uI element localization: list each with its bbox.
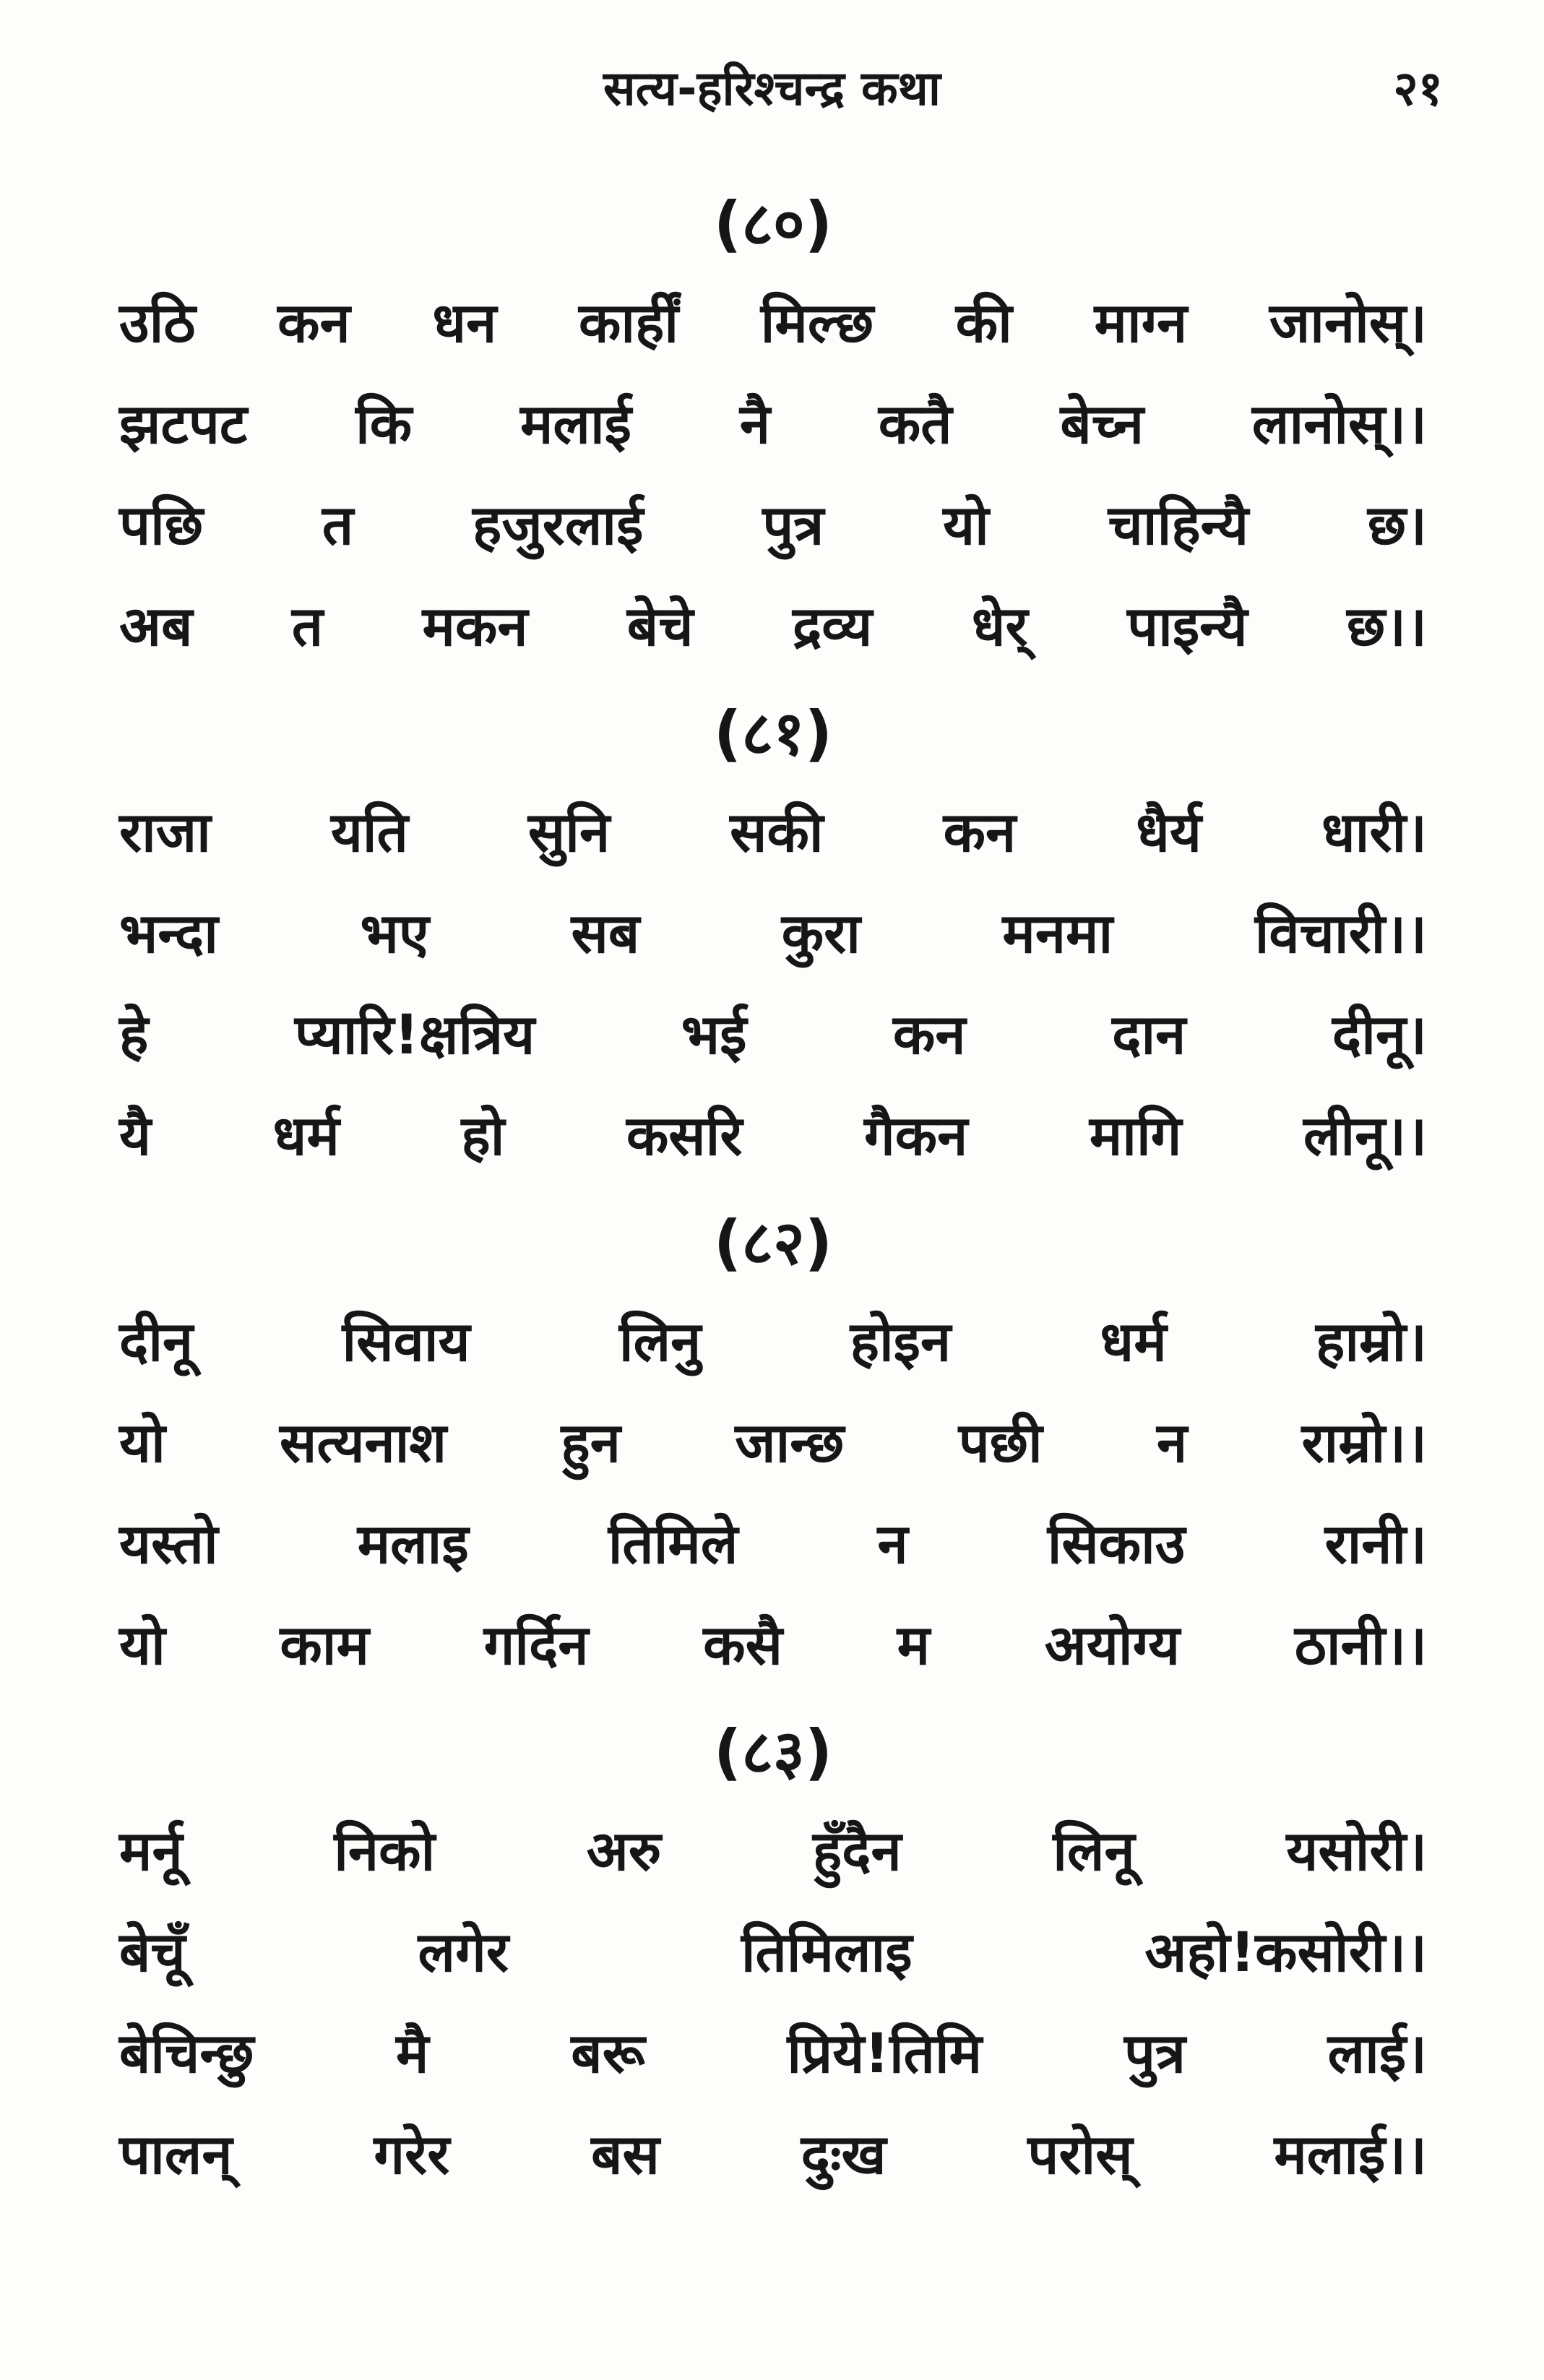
word: परोस् bbox=[1027, 2122, 1133, 2186]
word: झटपट bbox=[119, 392, 248, 456]
word: तिमिलाइ bbox=[741, 1920, 913, 1984]
word: कसरि bbox=[626, 1103, 743, 1168]
verse-line bbox=[119, 2104, 1427, 2205]
word: विचारी।। bbox=[1254, 901, 1427, 965]
word: मै bbox=[396, 2021, 429, 2085]
word: त bbox=[322, 493, 354, 557]
word: न bbox=[1157, 1410, 1188, 1475]
word: यो bbox=[119, 1613, 165, 1677]
word: सब bbox=[571, 901, 640, 965]
stanza-number: (८३) bbox=[713, 1717, 833, 1788]
word: सकी bbox=[730, 800, 824, 864]
stanza-80 bbox=[119, 184, 1427, 677]
word: नै bbox=[739, 392, 770, 456]
word: कन bbox=[893, 1002, 966, 1066]
page-number: २१ bbox=[1393, 61, 1443, 116]
word: गरेर bbox=[374, 2122, 450, 2186]
verse-line bbox=[119, 883, 1427, 984]
word: उठि bbox=[119, 290, 196, 355]
word: निको bbox=[334, 1819, 436, 1883]
word: प्यारि!क्षत्रिय bbox=[294, 1002, 535, 1066]
word: हुन bbox=[561, 1410, 621, 1475]
word: त bbox=[291, 594, 324, 658]
word: गर्दिन bbox=[483, 1613, 589, 1677]
word: भन्दा bbox=[119, 901, 218, 965]
word: यस्तो bbox=[119, 1512, 218, 1576]
stanza-83 bbox=[119, 1712, 1427, 2205]
word: राजा bbox=[119, 800, 211, 864]
word: अयोग्य bbox=[1044, 1613, 1181, 1677]
word: माग्न bbox=[1094, 290, 1188, 355]
word: लीनू।। bbox=[1303, 1103, 1427, 1168]
word: हजुरलाई bbox=[473, 493, 644, 557]
word: लिनु bbox=[618, 1309, 702, 1374]
word: कार्हीं bbox=[578, 290, 679, 355]
verse-line bbox=[119, 475, 1427, 576]
word: पछि bbox=[119, 493, 204, 557]
word: प्रिये!तिमि bbox=[787, 2021, 983, 2085]
word: सत्यनाश bbox=[280, 1410, 447, 1475]
stanza-number: (८२) bbox=[713, 1207, 833, 1278]
word: दान bbox=[1112, 1002, 1186, 1066]
word: अहो!कसोरी।। bbox=[1144, 1920, 1427, 1984]
word: तिमिले bbox=[608, 1512, 738, 1576]
word: लाई। bbox=[1327, 2021, 1427, 2085]
verse-line bbox=[119, 1902, 1427, 2003]
word: कतै bbox=[878, 392, 952, 456]
verse-line bbox=[119, 1392, 1427, 1493]
word: पछी bbox=[958, 1410, 1043, 1475]
word: कि bbox=[355, 392, 413, 456]
word: राम्रो।। bbox=[1301, 1410, 1427, 1475]
word: यै bbox=[119, 1103, 152, 1168]
verse-line bbox=[119, 782, 1427, 883]
word: मागि bbox=[1089, 1103, 1182, 1168]
word: सिवाय bbox=[342, 1309, 470, 1374]
word: पालन् bbox=[119, 2122, 233, 2186]
word: मकन bbox=[422, 594, 528, 658]
word: धैर्य bbox=[1136, 800, 1202, 864]
word: लिनू bbox=[1053, 1819, 1135, 1883]
verse-line bbox=[119, 576, 1427, 677]
word: चाहिन्यै bbox=[1108, 493, 1249, 557]
word: यति bbox=[330, 800, 408, 864]
word: धर्म bbox=[1100, 1309, 1167, 1374]
word: लगेर bbox=[418, 1920, 509, 1984]
word: अब bbox=[119, 594, 193, 658]
word: हो bbox=[461, 1103, 505, 1168]
word: हे bbox=[119, 1002, 149, 1066]
verse-line bbox=[119, 374, 1427, 475]
verse-line bbox=[119, 2003, 1427, 2104]
word: दुःख bbox=[801, 2122, 887, 2186]
word: बेचूँ bbox=[119, 1920, 186, 1984]
stanza-number: (८१) bbox=[713, 698, 833, 769]
word: सिकाउ bbox=[1047, 1512, 1186, 1576]
verse-line bbox=[119, 984, 1427, 1085]
word: धर्म bbox=[272, 1103, 340, 1168]
word: भए bbox=[360, 901, 429, 965]
running-head bbox=[0, 56, 1544, 121]
word: काम bbox=[280, 1613, 369, 1677]
word: ठानी।। bbox=[1294, 1613, 1427, 1677]
word: पाइन्यै bbox=[1126, 594, 1248, 658]
word: बेचिन्छु bbox=[119, 2021, 254, 2085]
word: कसै bbox=[703, 1613, 782, 1677]
word: जानोस्। bbox=[1269, 290, 1427, 355]
verse-line bbox=[119, 1493, 1427, 1595]
word: सुनि bbox=[527, 800, 611, 864]
word: धेर् bbox=[971, 594, 1028, 658]
word: मलाई bbox=[519, 392, 631, 456]
word: म bbox=[897, 1613, 931, 1677]
verse-line bbox=[119, 272, 1427, 374]
word: मलाइ bbox=[357, 1512, 469, 1576]
word: मलाई।। bbox=[1274, 2122, 1427, 2186]
word: रानी। bbox=[1324, 1512, 1427, 1576]
word: छ। bbox=[1367, 493, 1427, 557]
word: छ।। bbox=[1347, 594, 1427, 658]
word: धन bbox=[432, 290, 497, 355]
word: द्रव्य bbox=[792, 594, 873, 658]
verse-line bbox=[119, 1595, 1427, 1696]
word: कन bbox=[943, 800, 1017, 864]
book-title: सत्य-हरिश्चन्द्र कथा bbox=[603, 61, 941, 116]
word: मर्नू bbox=[119, 1819, 183, 1883]
word: बरू bbox=[571, 2021, 645, 2085]
word: होइन bbox=[850, 1309, 952, 1374]
word: न bbox=[877, 1512, 908, 1576]
verse-line bbox=[119, 1085, 1427, 1186]
word: लानोस्।। bbox=[1251, 392, 1427, 456]
word: भई bbox=[681, 1002, 747, 1066]
verse-line bbox=[119, 1291, 1427, 1392]
word: दीनू। bbox=[1332, 1002, 1427, 1066]
word: अरु bbox=[586, 1819, 662, 1883]
word: हाम्रो। bbox=[1315, 1309, 1427, 1374]
stanza-number: (८०) bbox=[713, 189, 833, 259]
word: की bbox=[955, 290, 1012, 355]
word: दीनू bbox=[119, 1309, 194, 1374]
word: बस bbox=[591, 2122, 660, 2186]
word: पुत्र bbox=[762, 493, 824, 557]
word: जान्छ bbox=[735, 1410, 845, 1475]
word: बेचे bbox=[626, 594, 694, 658]
word: यसोरी। bbox=[1286, 1819, 1427, 1883]
word: बेच्न bbox=[1060, 392, 1144, 456]
word: धारी। bbox=[1321, 800, 1427, 864]
word: मनमा bbox=[1002, 901, 1113, 965]
word: कन bbox=[277, 290, 350, 355]
word: कुरा bbox=[781, 901, 861, 965]
word: मिल्छ bbox=[760, 290, 874, 355]
word: यो bbox=[943, 493, 989, 557]
word: हुँदैन bbox=[812, 1819, 902, 1883]
verse-line bbox=[119, 1801, 1427, 1902]
word: गैकन bbox=[863, 1103, 968, 1168]
stanza-81 bbox=[119, 694, 1427, 1186]
word: यो bbox=[119, 1410, 165, 1475]
word: पुत्र bbox=[1124, 2021, 1186, 2085]
stanza-82 bbox=[119, 1203, 1427, 1696]
